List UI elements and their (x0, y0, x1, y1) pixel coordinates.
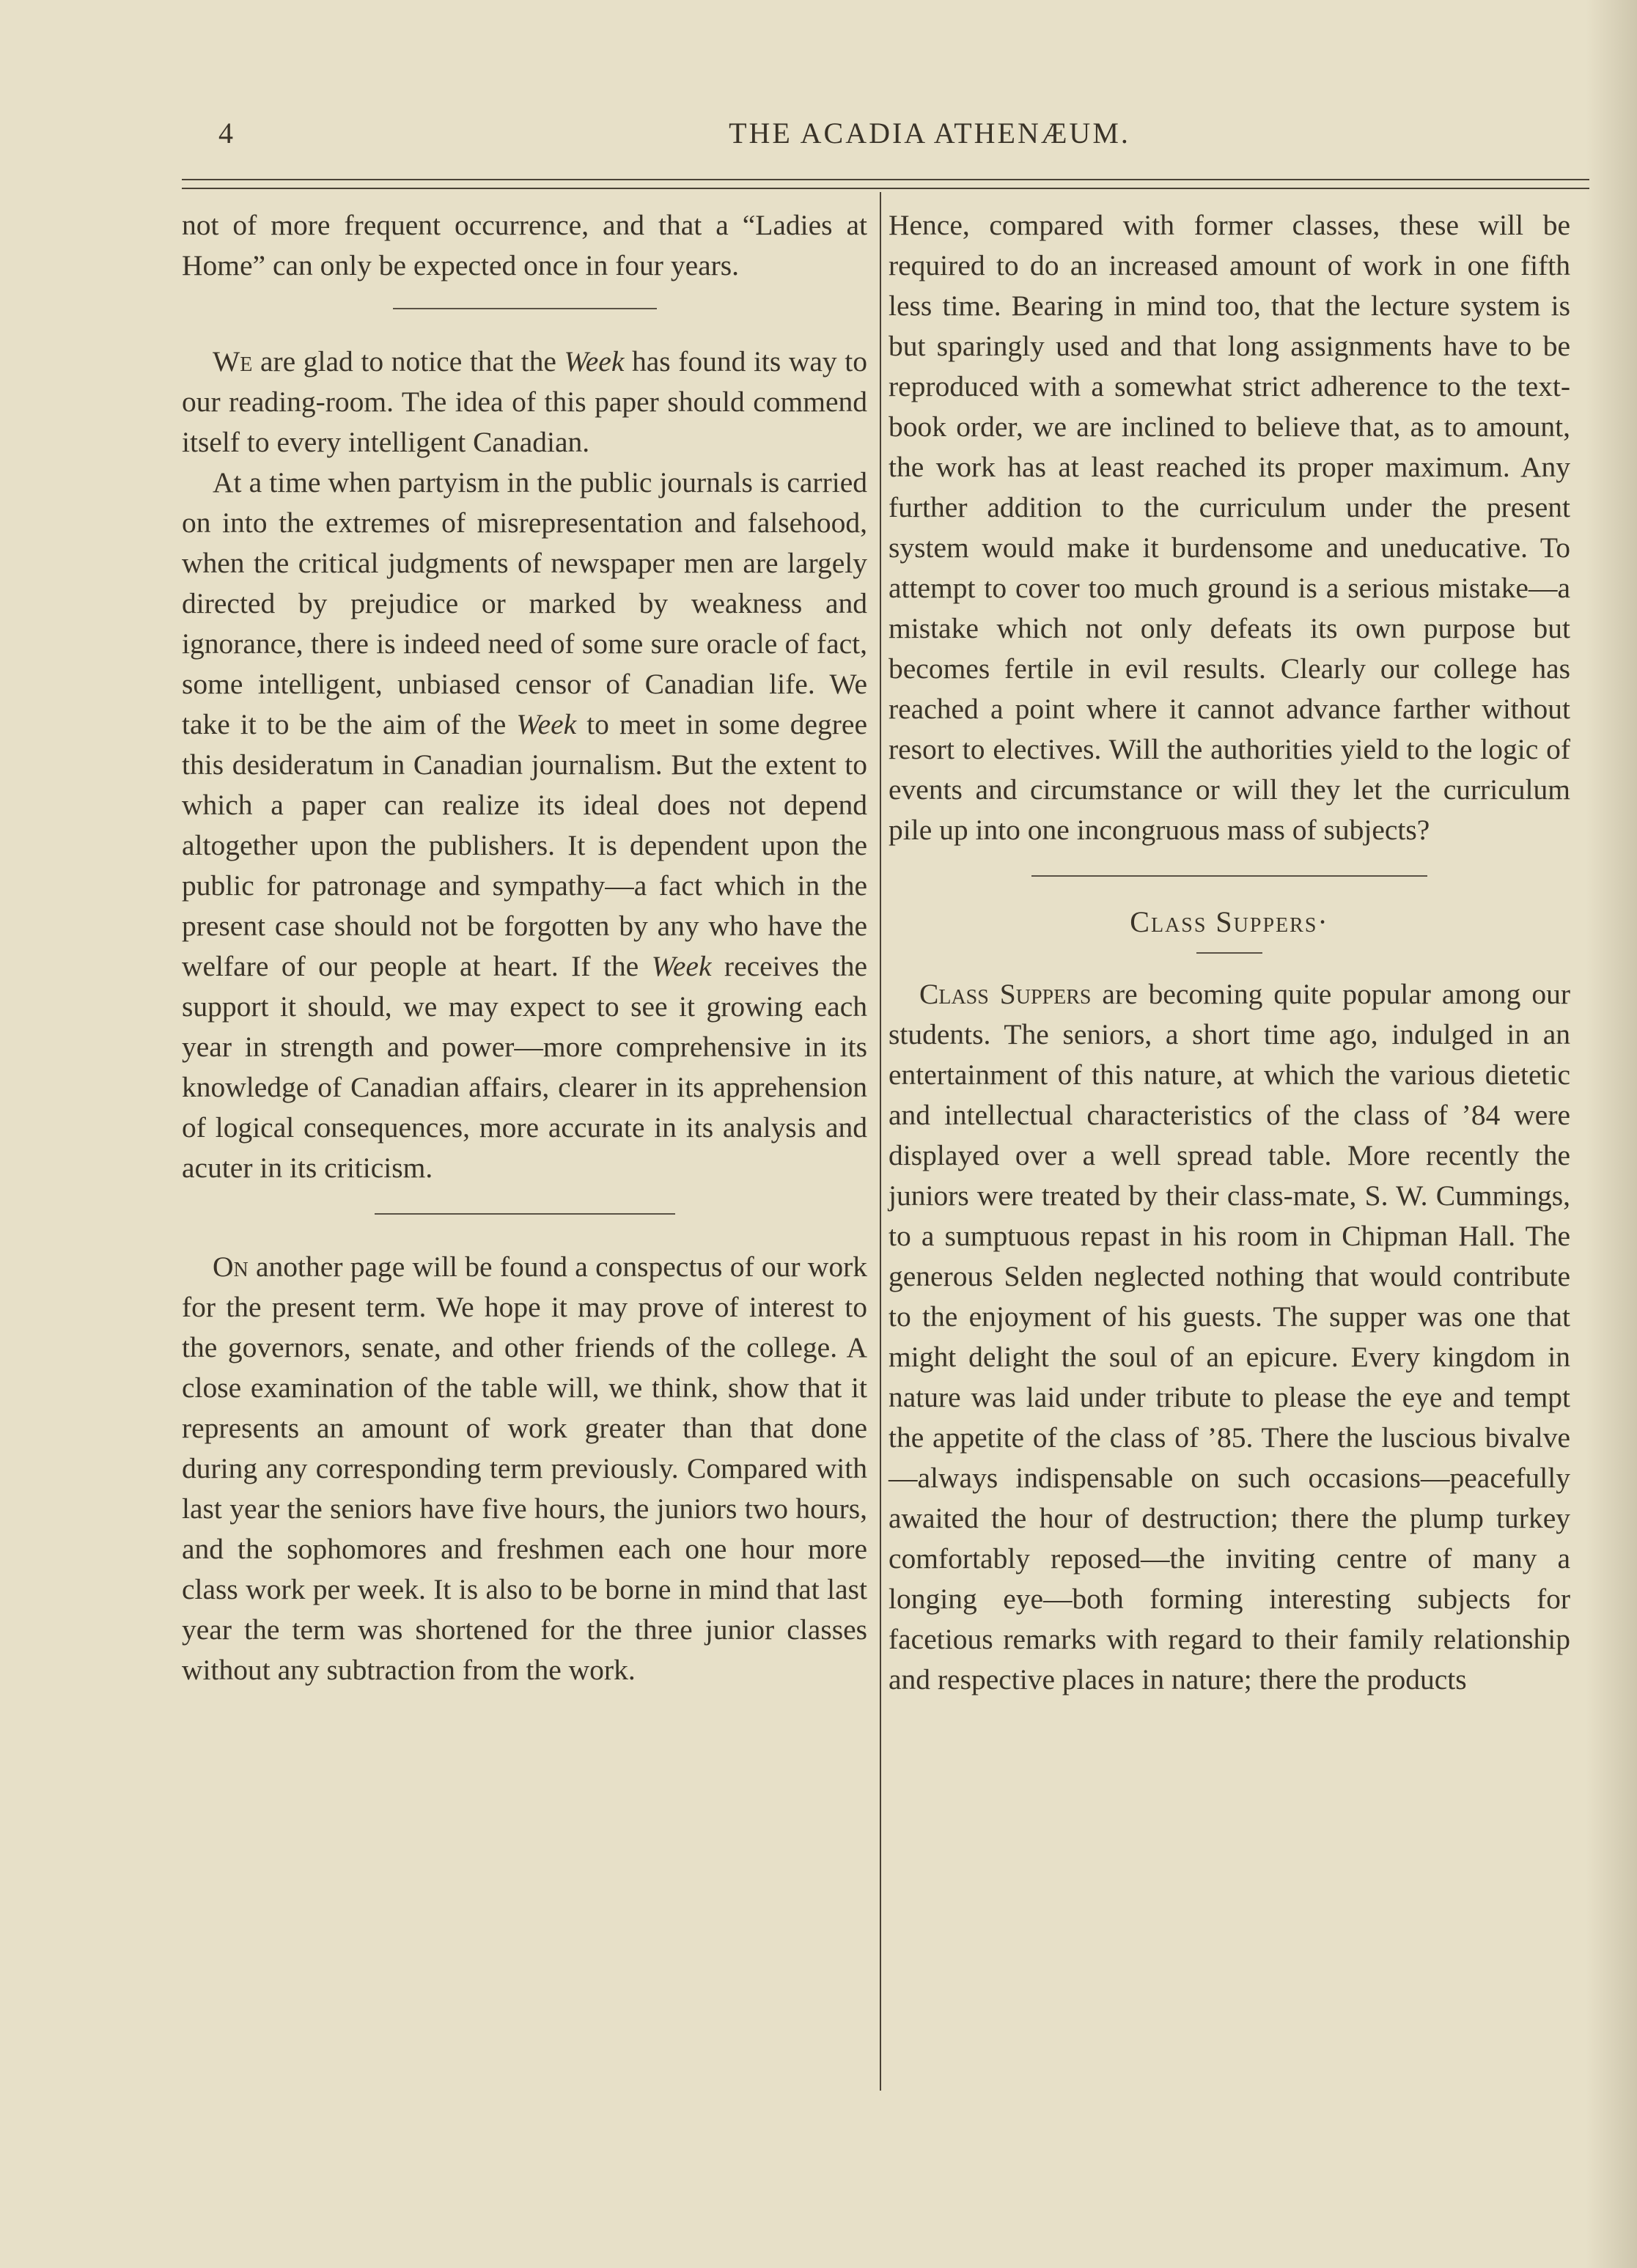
publication-title: Week (651, 950, 712, 982)
lead-word: On (213, 1251, 249, 1283)
heading-underline (1196, 952, 1262, 954)
left-column (182, 205, 867, 1690)
header-rule-bottom (182, 188, 1589, 189)
section-separator (375, 1213, 675, 1215)
lead-word: We (213, 345, 253, 378)
paragraph-conspectus: On another page will be found a conspectus of our work for the present term. We hope it may prove of interest to the governors, senate, and other friends of the college. A close examination of the table will, we think, show that it represents an amount of work greater than that done during any corresponding term previously. Compared with last year the seniors have five hours, the juniors two hours, and the sophomores and freshmen each one hour more class work per week. It is also to be borne in mind that last year the term was shortened for the three junior classes without any subtraction from the work. (182, 1251, 867, 1686)
section-heading-class-suppers: Class Suppers· (1130, 905, 1329, 938)
running-title: THE ACADIA ATHENÆUM. (729, 117, 1130, 150)
lead-word: Class Suppers (919, 978, 1092, 1010)
section-separator (393, 308, 657, 309)
column-divider (880, 192, 881, 2091)
paragraph-electives: Hence, compared with former classes, these will be required to do an increased amount of work in one fifth less time. Bearing in mind too, that the lecture system is but sparingly used and that long assignments have to be reproduced with a somewhat strict adherence to the text-book order, we are inclined to believe that, as to amount, the work has at least reached its proper maximum. Any further addition to the curriculum under the present system would make it burdensome and uneducative. To attempt to cover too much ground is a serious mistake—a mistake which not only defeats its own purpose but becomes fertile in evil results. Clearly our college has reached a point where it cannot advance farther without resort to electives. Will the authorities yield to the logic of events and circumstance or will they let the curriculum pile up into one incongruous mass of subjects? (889, 209, 1570, 846)
section-separator (1031, 875, 1427, 877)
page-edge-shadow (1586, 0, 1637, 2268)
page-header (182, 116, 1589, 167)
publication-title: Week (564, 345, 625, 378)
header-rule-top (182, 179, 1589, 180)
page-number: 4 (218, 117, 234, 150)
paragraph-class-suppers: Class Suppers are becoming quite popular among our students. The seniors, a short time ago, indulged in an entertainment of this nature, at which the various dietetic and intellectual characteristics of the class of ’84 were displayed over a well spread table. More recently the juniors were treated by their class-mate, S. W. Cummings, to a sumptuous repast in his room in Chipman Hall. The generous Selden neglected nothing that would contribute to the enjoyment of his guests. The supper was one that might delight the soul of an epicure. Every kingdom in nature was laid under tribute to please the eye and tempt the appetite of the class of ’85. There the luscious bivalve—always indispensable on such occasions—peacefully awaited the hour of destruction; there the plump turkey comfortably reposed—the inviting centre of many a longing eye—both forming interesting subjects for facetious remarks with regard to their family relationship and respective places in nature; there the products (889, 978, 1570, 1696)
paragraph-week-reading-room: We are glad to notice that the Week has found its way to our reading-room. The idea of this paper should commend itself to every intelligent Canadian. (182, 345, 867, 458)
paragraph-partyism: At a time when partyism in the public journals is carried on into the extremes of misrepresentation and falsehood, when the critical judgments of newspaper men are largely directed by prejudice or marked by weakness and ignorance, there is indeed need of some sure oracle of fact, some intelligent, unbiased censor of Canadian life. We take it to be the aim of the Week to meet in some degree this desideratum in Canadian journalism. But the extent to which a paper can realize its ideal does not depend altogether upon the publishers. It is dependent upon the public for patronage and sympathy—a fact which in the present case should not be forgotten by any who have the welfare of our people at heart. If the Week receives the support it should, we may expect to see it growing each year in strength and power—more comprehensive in its knowledge of Canadian affairs, clearer in its apprehension of logical consequences, more accurate in its analysis and acuter in its criticism. (182, 466, 868, 1184)
publication-title: Week (516, 708, 577, 740)
right-column (889, 205, 1570, 1700)
paragraph-ladies-at-home: not of more frequent occurrence, and that a “Ladies at Home” can only be expected once in four years. (182, 209, 867, 281)
